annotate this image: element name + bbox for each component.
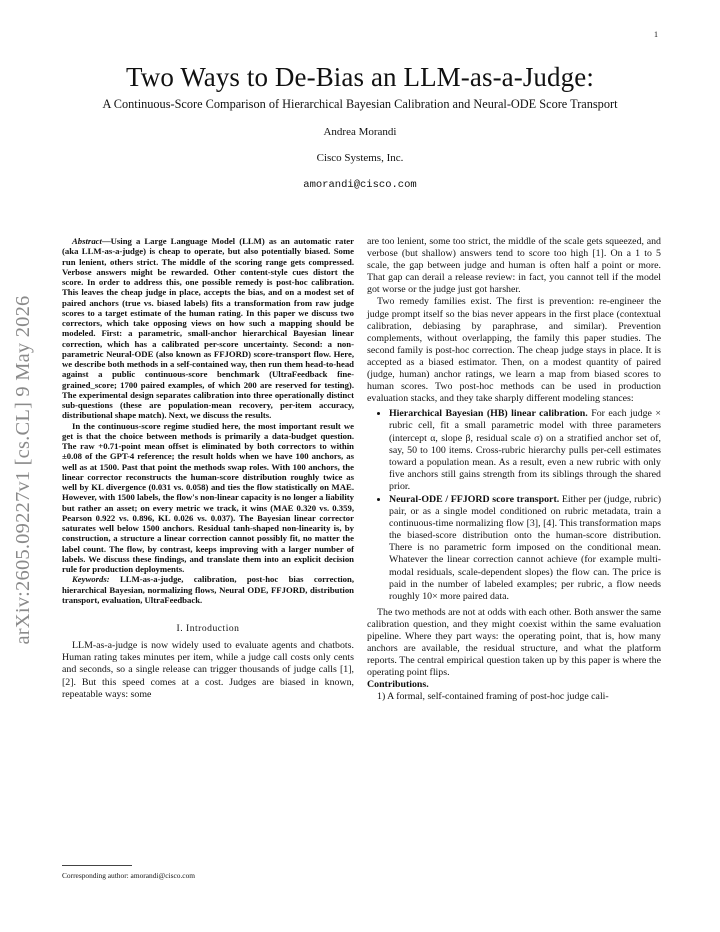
list-item <box>389 494 661 603</box>
abstract-paragraph-2: In the continuous-score regime studied here, the most important result we get is that the choice between methods is primarily a data-budget question. The raw +0.71-point mean offset is eliminated by both correctors to within ±0.08 of the GPT-4 reference; the result holds when we have 100 anchors, as well as at 1500. Past that point the methods swap roles. With 100 anchors, the linear corrector reconstructs the human-score distribution roughly twice as well by KL divergence (0.031 vs. 0.058) and ties the flow statistically on MAE. However, with 1500 labels, the flow's non-linear capacity is no longer a liability but rather an asset; on every metric we track, it wins (MAE 0.320 vs. 0.359, Pearson 0.922 vs. 0.896, KL 0.026 vs. 0.037). The Bayesian linear corrector saturates well below 1500 anchors. Residual tanh-shaped non-linearity is, by construction, a structure a linear correction cannot possibly fit, no matter the label count. The flow, by contrast, keeps improving with a larger number of labels. We discuss these findings, and translate them into an explicit decision rule for production deployments. <box>62 420 354 574</box>
paper-title: Two Ways to De-Bias an LLM-as-a-Judge: <box>126 62 594 92</box>
contribution-item-1: 1) A formal, self-contained framing of post-hoc judge cali- <box>377 691 609 703</box>
intro-paragraph-3: The two methods are not at odds with each other. Both answer the same calibration question, and they might coexist within the same evaluation pipeline. Where they part ways: the operating point, that is, how many anchors are available, the residual structure, and what the platform reports. The central empirical question taken up by this paper is where the operating point flips. <box>367 606 661 679</box>
abstract <box>62 236 354 605</box>
contributions-label: Contributions. <box>367 679 429 691</box>
author-email: amorandi@cisco.com <box>303 179 417 191</box>
abstract-text-1: —Using a Large Language Model (LLM) as an automatic rater (aka LLM-as-a-judge) is cheap to operate, but also potentially biased. Some run lenient, others strict. The middle of the scoring range gets compressed. Verbose answers might be rewarded. Other content-style cues distort the score. In order to address this, one possible remedy is post-hoc calibration. This leaves the cheap judge in place, accepts the bias, and on a modest set of paired anchors (true vs. biased labels) fits a transformation from raw judge scores to a target estimate of the human rating. In this paper we discuss two correctors, which take opposing views on how such a mapping should be modeled. First: a parametric, small-anchor hierarchical Bayesian linear correction, which has a calibrated per-score uncertainty. Second: a non-parametric Neural-ODE (also known as FFJORD) score-transport flow. Here, we describe both methods in a self-contained way, then run them head-to-head against a public continuous-score benchmark (UltraFeedback fine-grained_score; 1700 paired examples, of which 200 are reserved for testing). The experimental design separates calibration into three operationally distinct sub-questions (these are population-mean recovery, per-item accuracy, distributional shape match). Next, we discuss the results. <box>62 236 354 421</box>
right-column <box>367 236 661 704</box>
intro-body-left <box>62 640 354 700</box>
abstract-label: Abstract <box>72 236 102 246</box>
list-item <box>389 408 661 493</box>
paper-subtitle: A Continuous-Score Comparison of Hierarchical Bayesian Calibration and Neural-ODE Score Transport <box>102 97 618 111</box>
left-column <box>62 236 354 701</box>
abstract-paragraph-1 <box>62 236 354 421</box>
intro-body-right <box>367 236 661 704</box>
author-affiliation: Cisco Systems, Inc. <box>316 152 404 164</box>
footnote: Corresponding author: amorandi@cisco.com <box>62 871 196 880</box>
intro-paragraph-1-cont: are too lenient, some too strict, the middle of the scale gets squeezed, and verbose (but shallow) answers tend to score too high [1]. On a 1 to 5 scale, the gap between judge and human is often half a point or more. That gap can derail a release review: in fact, you cannot tell if the model got worse or the judge just got harsher. <box>367 236 661 296</box>
intro-paragraph-1: LLM-as-a-judge is now widely used to evaluate agents and chatbots. Human rating takes minutes per item, while a judge call costs only cents and seconds, so a single release can trigger thousands of judge calls [1], [2]. But this speed comes at a cost. Judges are biased in known, repeatable ways: some <box>62 640 354 700</box>
arxiv-identifier: arXiv:2605.09227v1 [cs.CL] 9 May 2026 <box>12 295 34 645</box>
intro-paragraph-2: Two remedy families exist. The first is prevention: re-engineer the judge prompt itself so the bias never appears in the first place (contextual calibration, debiasing by paraphrase, and similar). Prevention complements, without overlapping, the family this paper studies. The second family is post-hoc correction. The cheap judge stays in place. It is accepted as a biased estimator. Then, on a modest quantity of paired (judge, human) anchor ratings, we learn a map from biased scores to human scores. Two post-hoc methods can be used in production evaluation stacks, and they take sharply different modeling stances: <box>367 296 661 405</box>
bullet-title-ffjord: Neural-ODE / FFJORD score transport. <box>389 493 560 505</box>
bullet-text-ffjord: Either per (judge, rubric) pair, or as a single model conditioned on rubric metadata, train a continuous-time normalizing flow [3], [4]. This transformation maps the biased-score distribution onto the human-score distribution. There is no parametric form imposed on the conditional mean. Whatever the linear correction cannot achieve (for example multi-modal residuals, scale-dependent slopes) the flow can. The price is paid in the number of labeled examples; per rubric, a flow needs roughly 10× more paired data. <box>389 493 661 602</box>
section-heading-introduction: I. Introduction <box>176 623 240 634</box>
keywords <box>62 574 354 605</box>
bullet-title-hb: Hierarchical Bayesian (HB) linear calibration. <box>389 408 588 420</box>
keywords-label: Keywords: <box>72 574 110 585</box>
keywords-text: LLM-as-a-judge, calibration, post-hoc bias correction, hierarchical Bayesian, normalizing flows, Neural ODE, FFJORD, distribution transport, evaluation, UltraFeedback. <box>62 574 354 605</box>
page-number: 1 <box>654 30 658 39</box>
footnote-rule <box>62 865 132 866</box>
author-name: Andrea Morandi <box>323 126 397 138</box>
method-list <box>367 408 661 603</box>
bullet-text-hb: For each judge × rubric cell, fit a small parametric model with three parameters (intercept α, slope β, residual scale σ) on a stratified anchor set of, say, 50 to 100 items. Cross-rubric hierarchy pulls per-cell estimates toward a population mean. As a result, even a new rubric with only five anchors still gains strength from its siblings through the shared prior. <box>389 408 661 492</box>
